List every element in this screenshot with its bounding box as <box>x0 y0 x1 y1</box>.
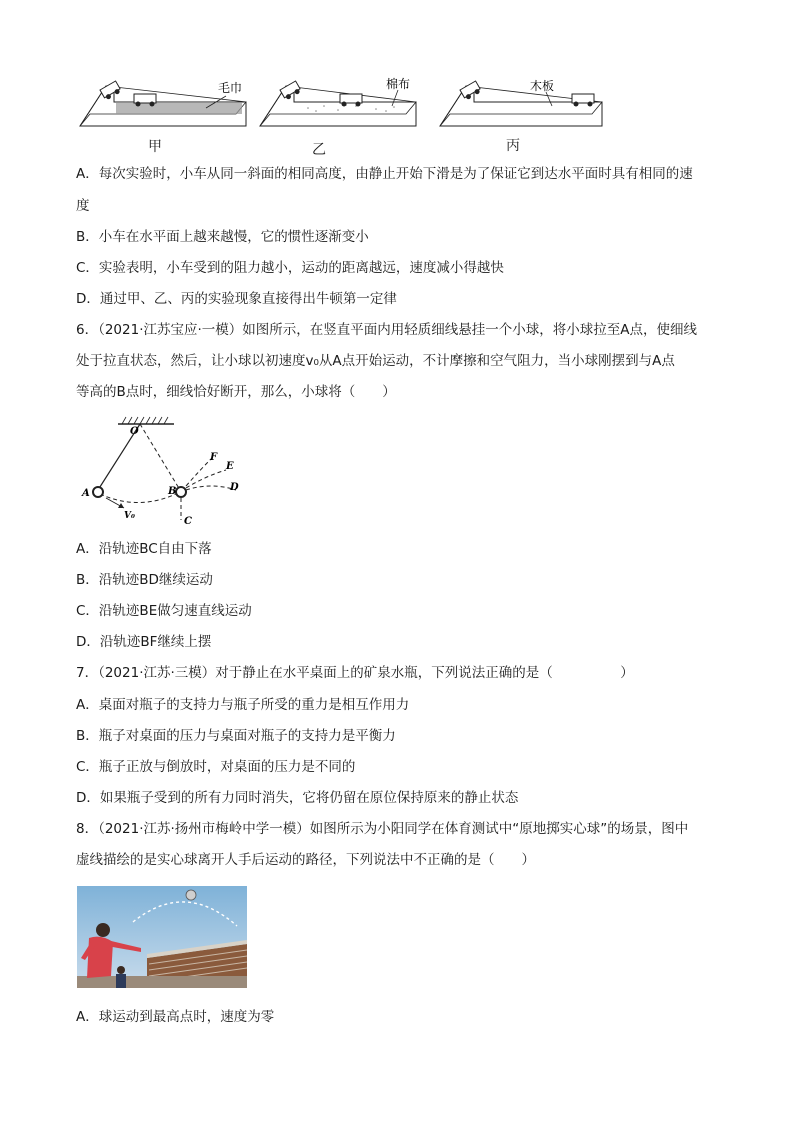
q8-option-a: A．球运动到最高点时，速度为零 <box>76 1009 275 1025</box>
label-board: 木板 <box>530 79 555 93</box>
caption-bing: 丙 <box>506 138 520 154</box>
label-d: D <box>230 482 239 493</box>
q5-option-c: C．实验表明，小车受到的阻力越小，运动的距离越远，速度减小得越快 <box>76 260 504 276</box>
q7-option-d: D．如果瓶子受到的所有力同时消失，它将仍留在原位保持原来的静止状态 <box>76 790 519 806</box>
q8-stem-line2: 虚线描绘的是实心球离开人手后运动的路径，下列说法中不正确的是（ ） <box>76 852 535 868</box>
label-f: F <box>210 452 218 463</box>
q6-stem-line2: 处于拉直状态，然后，让小球以初速度v₀从A点开始运动，不计摩擦和空气阻力，当小球刚摆到与A点 <box>76 353 675 369</box>
caption-jia: 甲 <box>148 139 162 155</box>
q6-option-c: C．沿轨迹BE做匀速直线运动 <box>76 603 252 619</box>
label-c: C <box>184 516 192 527</box>
q7-stem: 7．（2021·江苏·三模）对于静止在水平桌面上的矿泉水瓶，下列说法正确的是（ ） <box>76 665 634 681</box>
q5-option-a-line1: A．每次实验时，小车从同一斜面的相同高度，由静止开始下滑是为了保证它到达水平面时具有相同的速 <box>76 166 693 182</box>
setup-board <box>440 81 602 126</box>
q7-option-a: A．桌面对瓶子的支持力与瓶子所受的重力是相互作用力 <box>76 697 410 713</box>
q5-option-d: D．通过甲、乙、丙的实验现象直接得出牛顿第一定律 <box>76 291 397 307</box>
q6-stem-line3: 等高的B点时，细线恰好断开，那么，小球将（ ） <box>76 384 396 400</box>
q7-option-c: C．瓶子正放与倒放时，对桌面的压力是不同的 <box>76 759 356 775</box>
q5-option-a-line2: 度 <box>76 198 90 214</box>
caption-yi: 乙 <box>312 142 326 158</box>
q8-stem-line1: 8．（2021·江苏·扬州市梅岭中学一模）如图所示为小阳同学在体育测试中“原地掷实心球”的场景，图中 <box>76 821 689 837</box>
q5-option-b: B．小车在水平面上越来越慢，它的惯性逐渐变小 <box>76 229 369 245</box>
q7-option-b: B．瓶子对桌面的压力与桌面对瓶子的支持力是平衡力 <box>76 728 396 744</box>
shot-put-photo <box>77 886 247 988</box>
label-a: A <box>82 488 90 499</box>
label-e: E <box>226 461 234 472</box>
label-towel: 毛巾 <box>218 81 243 95</box>
q6-option-d: D．沿轨迹BF继续上摆 <box>76 634 212 650</box>
q6-option-b: B．沿轨迹BD继续运动 <box>76 572 213 588</box>
label-b: B <box>168 486 177 497</box>
label-v0: V₀ <box>124 511 135 521</box>
q6-option-a: A．沿轨迹BC自由下落 <box>76 541 212 557</box>
label-o: O <box>130 426 139 437</box>
q6-stem-line1: 6．（2021·江苏宝应·一模）如图所示，在竖直平面内用轻质细线悬挂一个小球，将小球拉至A点，使细线 <box>76 322 698 338</box>
label-cotton: 棉布 <box>386 77 411 91</box>
pendulum-figure <box>76 412 256 530</box>
